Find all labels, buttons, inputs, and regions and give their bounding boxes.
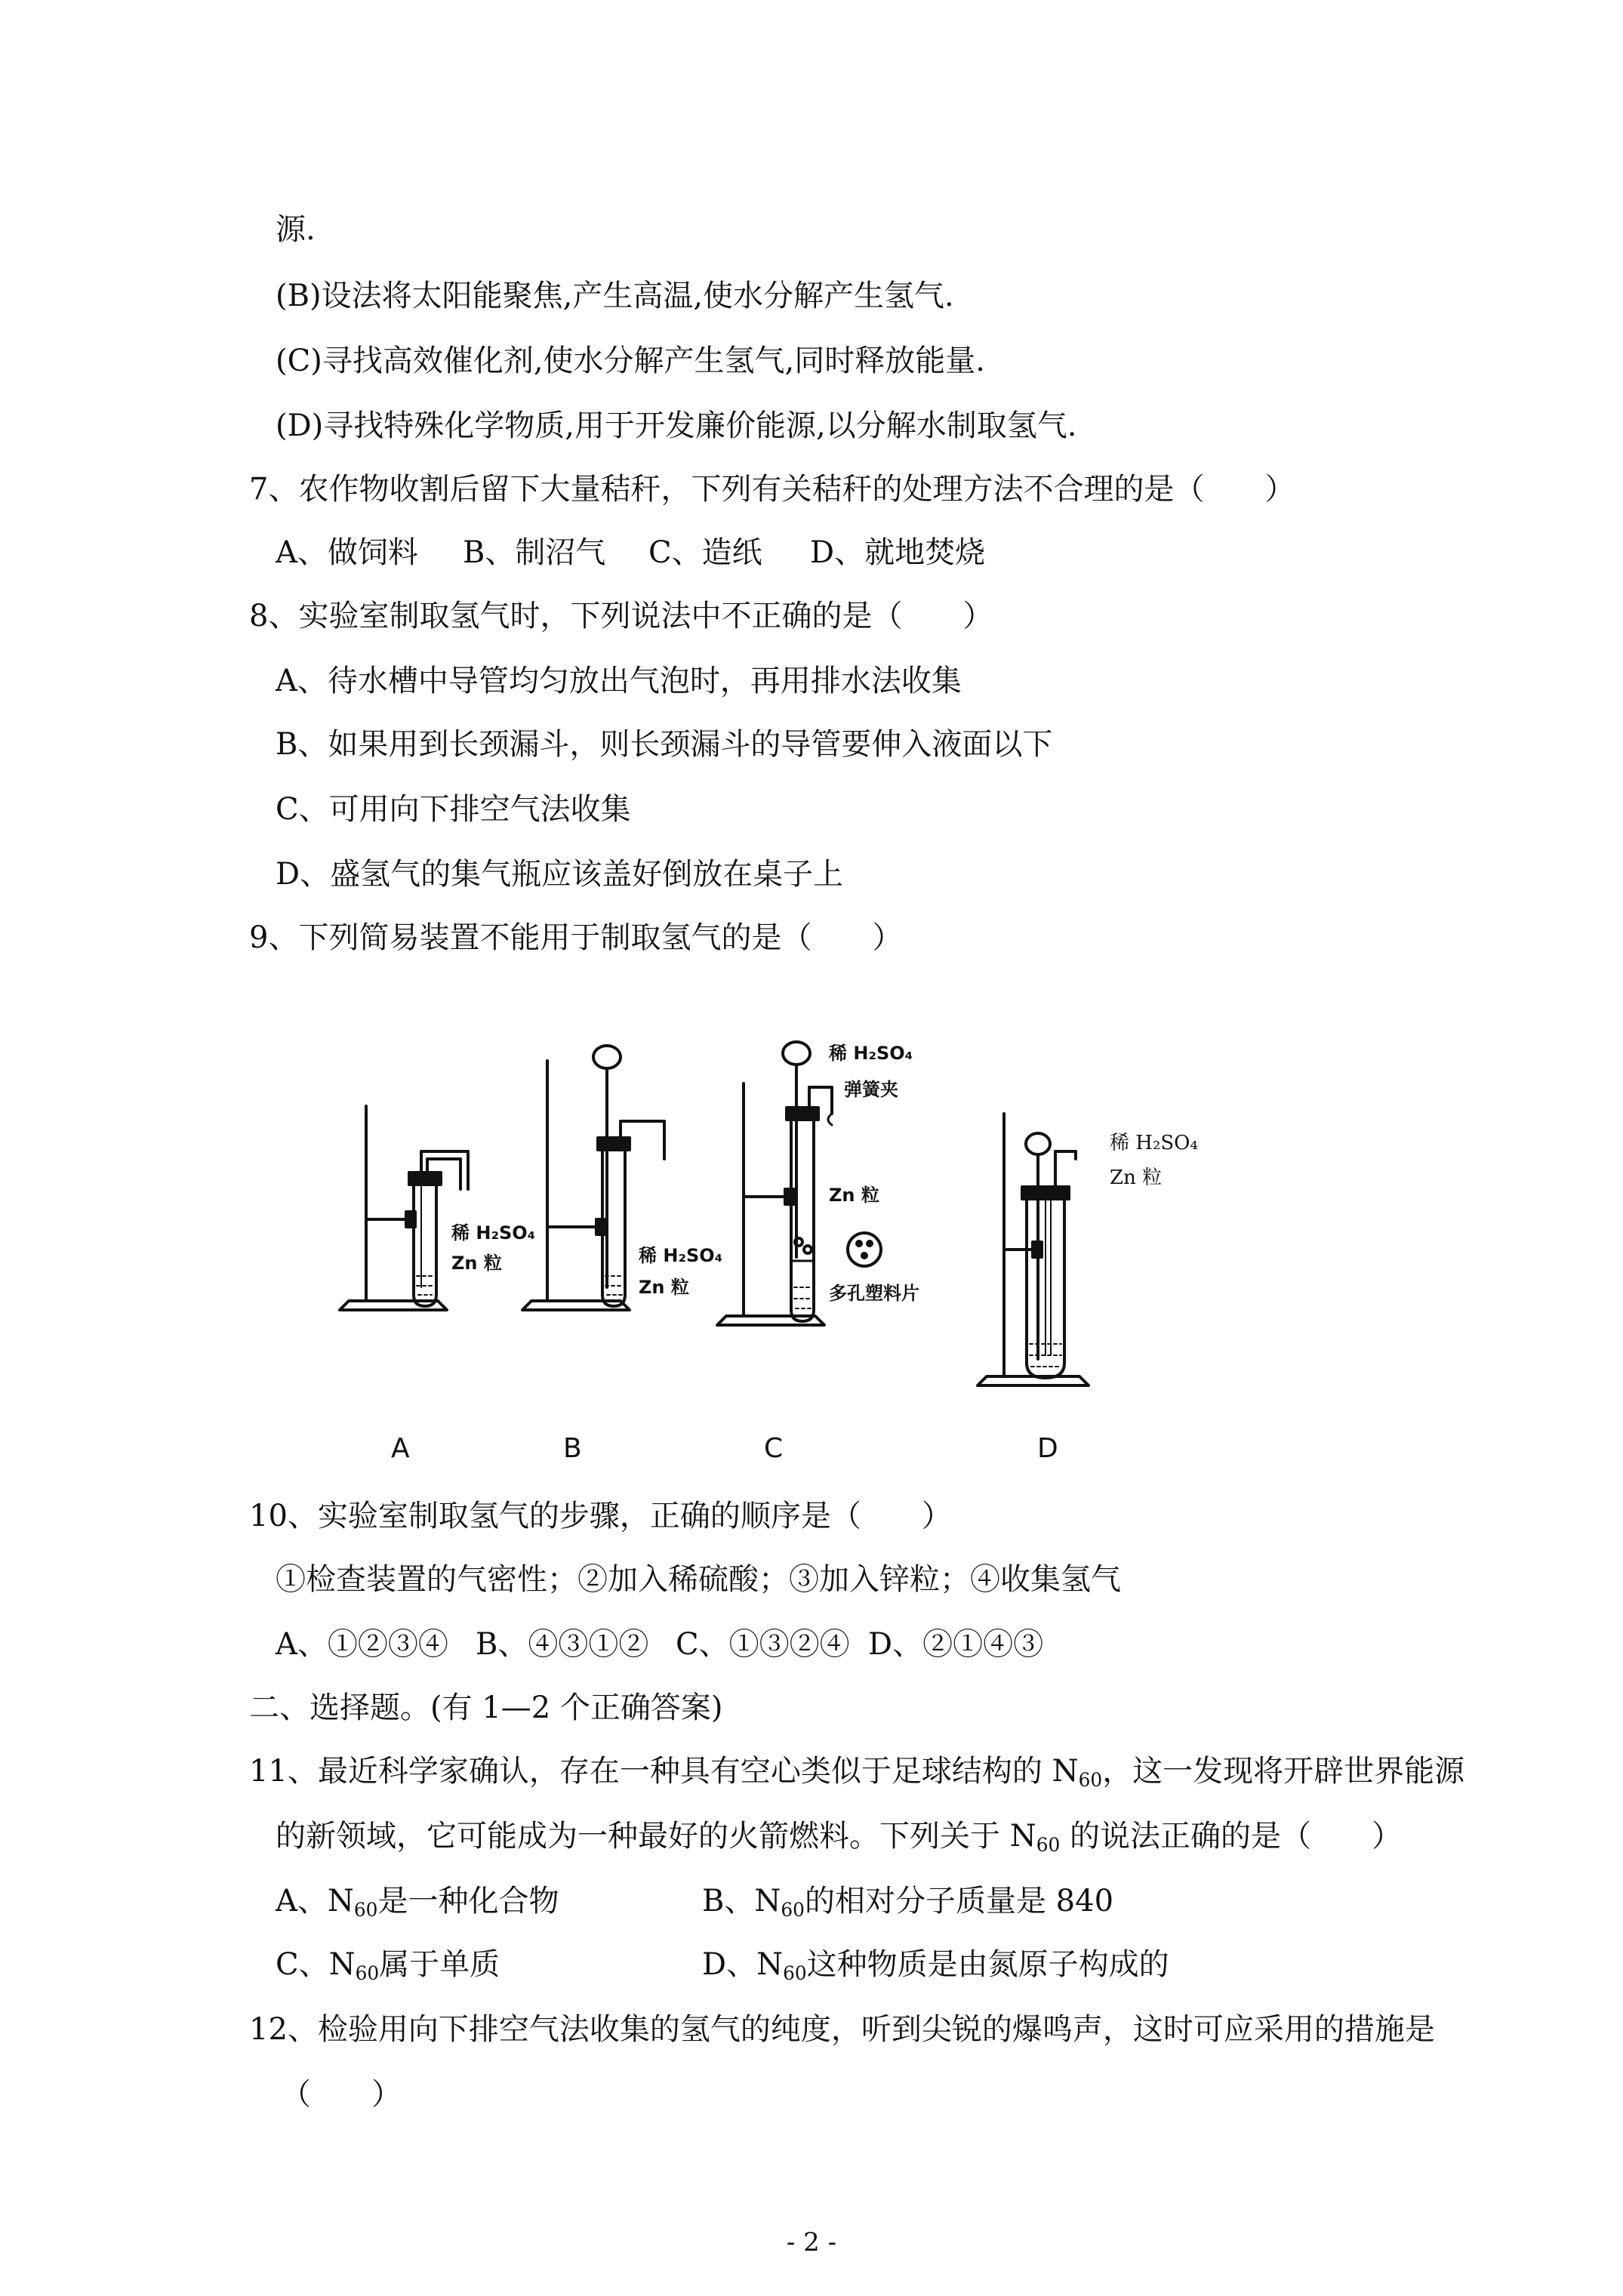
question-11-stem-line2: 的新领域，它可能成为一种最好的火箭燃料。下列关于 $N_{60}$ 的说法正确的是（ ） (276, 1819, 1402, 1856)
apparatus-b (522, 1046, 664, 1310)
option-b: B、如果用到长颈漏斗，则长颈漏斗的导管要伸入液面以下 (276, 727, 1053, 762)
question-9-stem: 9、下列简易装置不能用于制取氢气的是（ ） (249, 920, 903, 955)
option-b: B、④③①② (476, 1627, 649, 1662)
option-a: A、$N_{60}$是一种化合物 (276, 1884, 559, 1921)
label-plate-c: 多孔塑料片 (829, 1283, 919, 1304)
option-c: C、①③②④ (676, 1627, 850, 1662)
option-c: C、可用向下排空气法收集 (276, 792, 631, 827)
label-acid-c: 稀 H₂SO₄ (829, 1043, 913, 1064)
text-line: 源. (276, 212, 316, 247)
section-heading: 二、选择题。(有 1—2 个正确答案) (249, 1690, 723, 1725)
label-zn-a: Zn 粒 (451, 1253, 502, 1274)
apparatus-figure (325, 932, 1246, 1416)
option-c: C、造纸 (648, 535, 762, 570)
question-10-steps: ①检查装置的气密性；②加入稀硫酸；③加入锌粒；④收集氢气 (276, 1562, 1121, 1597)
answer-blank: （ ） (281, 2077, 402, 2112)
question-11-stem-line1: 11、最近科学家确认，存在一种具有空心类似于足球结构的 $N_{60}$，这一发现将开辟世界能源 (249, 1754, 1465, 1791)
option-a: A、做饲料 (276, 535, 418, 570)
option-b: B、制沼气 (463, 535, 606, 570)
page-number: - 2 - (786, 2227, 837, 2257)
option-a: A、待水槽中导管均匀放出气泡时，再用排水法收集 (276, 664, 962, 698)
label-zn-d: Zn 粒 (1110, 1166, 1163, 1189)
caption-b: B (563, 1433, 582, 1464)
option-d: D、$N_{60}$这种物质是由氮原子构成的 (702, 1947, 1169, 1984)
question-7-stem: 7、农作物收割后留下大量秸秆，下列有关秸秆的处理方法不合理的是（ ） (249, 472, 1295, 507)
caption-d: D (1037, 1433, 1058, 1464)
question-12-stem: 12、检验用向下排空气法收集的氢气的纯度，听到尖锐的爆鸣声，这时可应采用的措施是 (249, 2012, 1435, 2047)
option-a: A、①②③④ (276, 1627, 448, 1662)
label-acid-b: 稀 H₂SO₄ (639, 1245, 723, 1266)
text-line: (C)寻找高效催化剂,使水分解产生氢气,同时释放能量. (276, 344, 985, 378)
apparatus-d (978, 1114, 1089, 1385)
option-b: B、$N_{60}$的相对分子质量是 840 (702, 1884, 1114, 1921)
label-zn-c: Zn 粒 (829, 1185, 879, 1206)
text-line: (D)寻找特殊化学物质,用于开发廉价能源,以分解水制取氢气. (276, 408, 1077, 443)
apparatus-a (340, 1106, 468, 1310)
caption-c: C (764, 1433, 784, 1464)
label-acid-a: 稀 H₂SO₄ (451, 1222, 536, 1244)
text-line: (B)设法将太阳能聚焦,产生高温,使水分解产生氢气. (276, 279, 954, 313)
caption-a: A (391, 1433, 410, 1464)
question-8-stem: 8、实验室制取氢气时，下列说法中不正确的是（ ） (249, 599, 993, 633)
label-clip-c: 弹簧夹 (844, 1079, 898, 1100)
question-10-stem: 10、实验室制取氢气的步骤，正确的顺序是（ ） (249, 1499, 952, 1533)
option-d: D、就地焚烧 (810, 535, 986, 570)
label-acid-d: 稀 H₂SO₄ (1110, 1132, 1198, 1154)
option-d: D、盛氢气的集气瓶应该盖好倒放在桌子上 (276, 857, 844, 892)
option-c: C、$N_{60}$属于单质 (276, 1947, 500, 1984)
option-d: D、②①④③ (868, 1627, 1044, 1662)
apparatus-drawing (325, 932, 1246, 1416)
label-zn-b: Zn 粒 (639, 1277, 689, 1298)
